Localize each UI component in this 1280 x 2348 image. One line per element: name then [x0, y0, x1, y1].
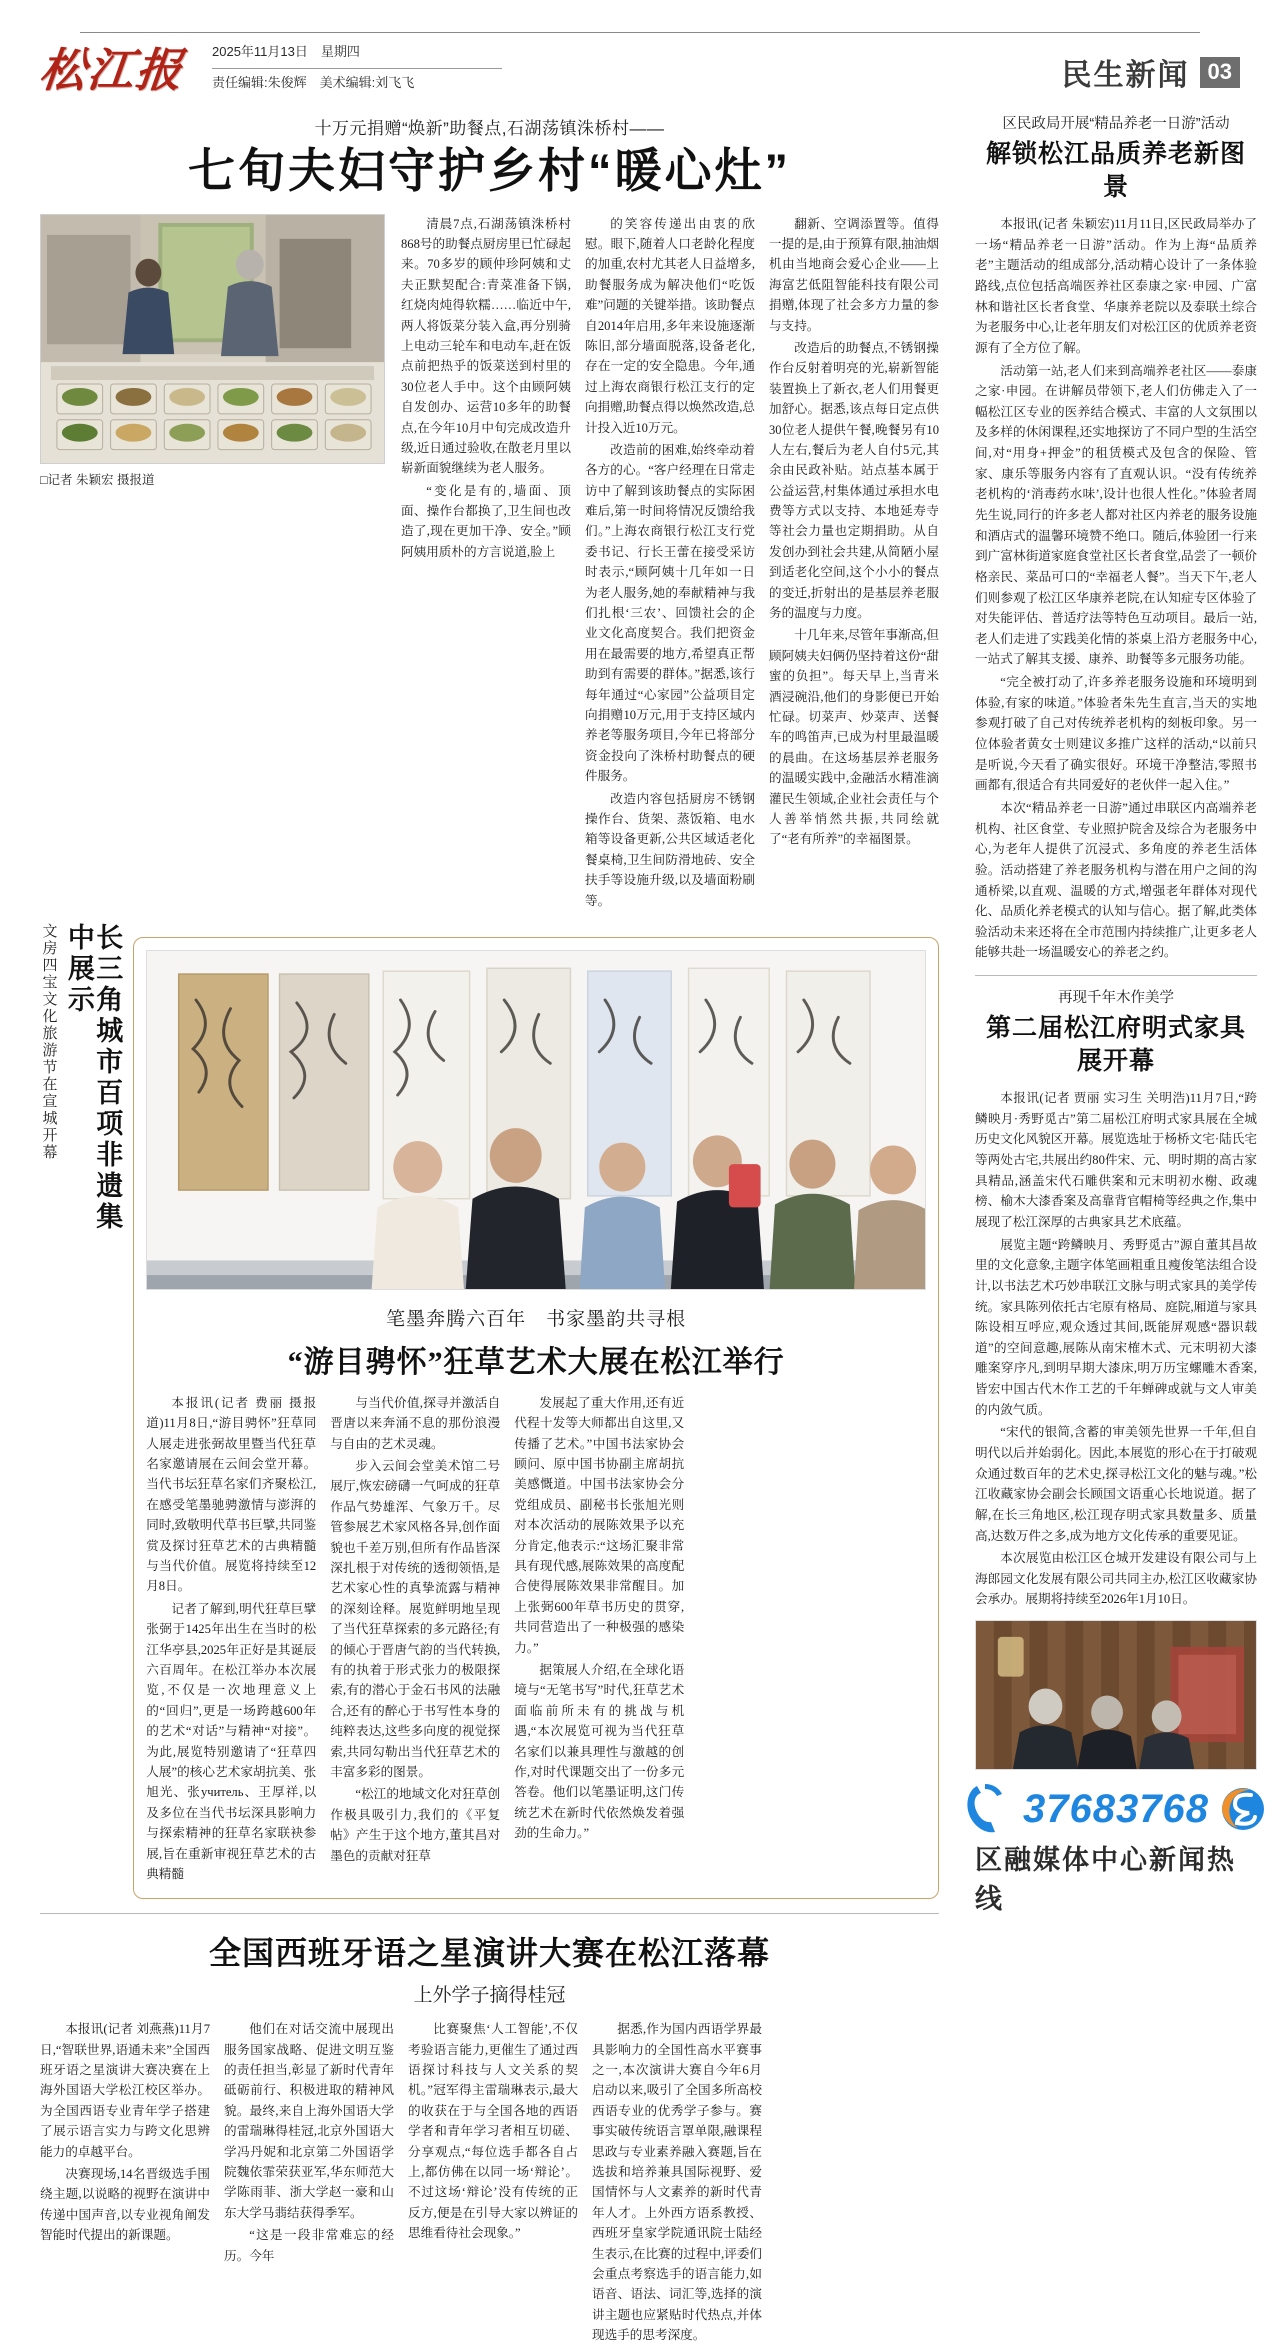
paragraph: 记者了解到,明代狂草巨擘张弼于1425年出生在当时的松江华亭县,2025年正好是其诞辰六百周年。在松江举办本次展览,不仅是一次地理意义上的“回归”,更是一场跨越600年的艺术“对话”与精神“对接”。为此,展览特别邀请了“狂草四人展”的核心艺术家胡抗美、张旭光、张учитель、王厚祥,以及多位在当代书坛深具影响力与探索精神的狂草名家联袂参展,旨在重新审视狂草艺术的古典精髓 — [146, 1601, 317, 1881]
right-article-2-headline: 第二届松江府明式家具展开幕 — [985, 1015, 1246, 1075]
bottom-column-1 — [40, 2019, 210, 2347]
feature-headline: “游目骋怀”狂草艺术大展在松江举行 — [287, 1345, 785, 1379]
lead-photo-credit: □记者 朱颖宏 摄报道 — [40, 472, 155, 487]
paragraph: 发展起了重大作用,还有近代程十发等大师都出自这里,又传播了艺术。”中国书法家协会顾问、原中国书协副主席胡抗美感慨道。中国书法家协会分党组成员、副秘书长张旭光则对本次活动的展陈效果予以充分肯定,他表示:“这场汇聚非常具有现代感,展陈效果的高度配合使得展陈效果非常醒目。加上张弼600年草书历史的贯穿,共同营造出了一种极强的感染力。” — [514, 1395, 685, 1655]
paragraph: 的笑容传递出由衷的欣慰。眼下,随着人口老龄化程度的加重,农村尤其老人日益增多,助餐服务成为解决他们“吃饭难”问题的关键举措。该助餐点自2014年启用,多年来设施逐渐陈旧,部分墙面脱落,设备老化,存在一定的安全隐患。今年,通过上海农商银行松江支行的定向捐赠,助餐点得以焕然改造,总计投入近10万元。 — [585, 216, 756, 435]
lead-column-3 — [769, 214, 939, 913]
phone-icon — [963, 1782, 1015, 1836]
hotline-number[interactable]: 37683768 — [1023, 1786, 1209, 1831]
paragraph: “松江的地域文化对狂草创作极具吸引力,我们的《平复帖》产生于这个地方,董其昌对墨色的贡献对狂草 — [330, 1787, 501, 1863]
masthead-meta — [212, 42, 502, 94]
feature-text-columns — [146, 1393, 926, 1886]
lead-article — [40, 114, 939, 913]
feature-column-3 — [514, 1393, 684, 1886]
brand-logo-icon — [1217, 1785, 1269, 1833]
paragraph: “完全被打动了,许多养老服务设施和环境明到体验,有家的味道。”体验者朱先生直言,当天的实地参观打破了自己对传统养老机构的刻板印象。另一位体验者黄女士则建议多推广这样的活动,“以前只是听说,今天看了确实很好。环境干净整洁,零照书画都有,很适合有共同爱好的老伙伴一起入住。” — [975, 675, 1257, 793]
paragraph: 展览主题“跨鳞映月、秀野觅古”源自董其昌故里的文化意象,主题字体笔画粗重且瘦俊笔法组合设计,以书法艺术巧妙串联江文脉与明式家具的美学传统。家具陈列依托古宅原有格局、庭院,厢道与家具陈设相互呼应,观众透过其间,既能屏观感“器识载道”的空间意趣,展陈从南宋榷木式、元末明初大漆雕案穿序凡,到明早期大漆床,明万历宝螺雕木香案,皆宏中国古代木作工艺的千年蝉碑或就与文人审美的内敛气质。 — [975, 1237, 1257, 1417]
hotline-label: 区融媒体中心新闻热线 — [975, 1845, 1236, 1915]
paragraph: 比赛聚焦‘人工智能’,不仅考验语言能力,更催生了通过西语探讨科技与人文关系的契机。”冠军得主雷瑞琳表示,最大的收获在于与全国各地的西语学者和青年学习者相互切磋、分享观点,“每位选手都各自占上,都仿佛在以同一场‘辩论’。不过这场‘辩论’没有传统的正反方,便是在引导大家以辨证的思维看待社会现象。” — [408, 2022, 578, 2241]
bottom-article — [40, 1928, 939, 2347]
furniture-photo-illustration — [976, 1621, 1256, 1770]
paragraph: 他们在对话交流中展现出服务国家战略、促进文明互鉴的责任担当,彰显了新时代青年砥砺前行、积极进取的精神风貌。最终,来自上海外国语大学的雷瑞琳得桂冠,北京外国语大学冯丹妮和北京第二外国语学院魏依霏荣获亚军,华东师范大学陈雨菲、浙大学赵一豪和山东大学马翡结获得季军。 — [224, 2022, 394, 2220]
lead-photo-column — [40, 214, 385, 913]
vertical-kicker: 文房四宝文化旅游节在宣城开幕 — [40, 922, 58, 1161]
feature-column-1 — [146, 1393, 316, 1886]
feature-column-2 — [330, 1393, 500, 1886]
paragraph: 翻新、空调添置等。值得一提的是,由于预算有限,抽油烟机由当地商会爱心企业——上海富艺低阻智能科技有限公司捐赠,体现了社会多方力量的参与支持。 — [769, 216, 940, 333]
right-article-1-headline: 解锁松江品质养老新图景 — [985, 141, 1246, 201]
right-article-1-kicker: 区民政局开展“精品养老一日游”活动 — [1002, 116, 1230, 132]
kitchen-photo-illustration — [41, 215, 384, 464]
bottom-column-2 — [224, 2019, 394, 2347]
hotline-ad — [975, 1782, 1257, 1916]
paragraph: 活动第一站,老人们来到高端养老社区——泰康之家·申园。在讲解员带领下,老人们仿佛走入了一幅松江区专业的医养结合模式、丰富的人文氛围以及多样的休闲课程,还实地探访了不同户型的生活空间,对“用身+押金”的租赁模式及包含的保险、管家、康乐等服务内容有了直观认识。“没有传统养老机构的‘消毒药水味’,设计也很人性化。”体验者周先生说,同行的许多老人都对社区内养老的服务设施和酒店式的温馨环境赞不绝口。随后,体验团一行来到广富林街道家庭食堂社区长者食堂,品尝了一顿价格亲民、菜品可口的“幸福老人餐”。当天下午,老人们则参观了松江区华康养老院,在认知症专区体验了对失能评估、普适疗法等特色互动项目。最后一站,老人们走进了实践美化情的茶桌上沿方老服务中心,一站式了解其支援、康养、助餐等多元服务功能。 — [975, 363, 1257, 667]
masthead-meta-divider — [212, 68, 502, 69]
newspaper-logo: 松江报 — [36, 45, 187, 96]
vertical-headline: 长三角城市百项非遗集中展示 — [63, 922, 123, 1233]
bottom-column-3 — [408, 2019, 578, 2347]
paragraph: 本次“精品养老一日游”通过串联区内高端养老机构、社区食堂、专业照护院舍及综合为老服务中心,为老年人提供了沉浸式、多角度的养老生活体验。活动搭建了养老服务机构与潜在用户之间的沟通桥梁,以直观、温暖的方式,增强老年群体对现代化、品质化养老模式的认知与信心。据了解,此类体验活动未来还将在全市范围内持续推广,让更多老人能够共赴一场温暖安心的养老之约。 — [975, 800, 1257, 960]
hotline-phone-row — [963, 1782, 1269, 1836]
lead-kicker: 十万元捐赠“焕新”助餐点,石湖荡镇洙桥村—— — [314, 119, 665, 138]
right-column — [975, 114, 1257, 2348]
lead-text-columns — [401, 214, 939, 913]
paragraph: 本报讯(记者 朱颖宏)11月11日,区民政局举办了一场“精品养老一日游”活动。作为上海“品质养老”主题活动的组成部分,活动精心设计了一条体验路线,点位包括高端医养社区泰康之家·申园、广富林和谐社区长者食堂、华康养老院以及泰联土综合为老服务中心,让老年朋友们对松江区的优质养老资源有了全方位了解。 — [975, 217, 1257, 355]
paragraph: 据悉,作为国内西语学界最具影响力的全国性高水平赛事之一,本次演讲大赛自今年6月启动以来,吸引了全国多所高校西语专业的优秀学子参与。赛事实破传统语言罩单限,融课程思政与专业素养融入赛题,旨在选拔和培养兼具国际视野、爱国情怀与人文素养的新时代青年人才。上外西方语系教授、西班牙皇家学院通讯院士陆经生表示,在比赛的过程中,评委们会重点考察选手的语言能力,如语音、语法、词汇等,选择的演讲主题也应紧贴时代热点,并体现选手的思考深度。 — [592, 2022, 763, 2343]
calligraphy-exhibition-illustration — [147, 951, 925, 1290]
right-article-1 — [975, 114, 1257, 963]
paragraph: 十几年来,尽管年事渐高,但顾阿姨夫妇俩仍坚持着这份“甜蜜的负担”。每天早上,当青米酒浸碗沿,他们的身影便已开始忙碌。切菜声、炒菜声、送餐车的鸣笛声,已成为村里最温暖的晨曲。在这场基层养老服务的温暖实践中,金融活水精准滴灌民生领域,企业社会责任与个人善举悄然共振,共同绘就了“老有所养”的幸福图景。 — [769, 628, 940, 847]
paragraph: “这是一段非常难忘的经历。今年 — [224, 2228, 394, 2263]
paragraph: 步入云间会堂美术馆二号展厅,恢宏磅礴一气呵成的狂草作品气势雄浑、气象万千。尽管参展艺术家风格各异,创作面貌也千差万别,但所有作品皆深深扎根于对传统的透彻领悟,是艺术家心性的真挚流露与精神的深刻诠释。展览鲜明地呈现了当代狂草探索的多元路径;有的倾心于晋唐气韵的当代转换,有的执着于形式张力的极限探索,有的潜心于金石书风的法融合,还有的醉心于书写性本身的纯粹表达,这些多向度的视觉探索,共同勾勒出当代狂草艺术的丰富多彩的图景。 — [330, 1459, 501, 1779]
right-article-1-body — [975, 214, 1257, 963]
main-content-grid — [40, 114, 1257, 2348]
bottom-separator — [40, 1913, 939, 1914]
section-marker — [1062, 50, 1240, 94]
right-article-2-body — [975, 1088, 1257, 1610]
paragraph: 决赛现场,14名晋级选手围绕主题,以说略的视野在演讲中传递中国声音,以专业视角阐发智能时代提出的新课题。 — [40, 2167, 210, 2243]
paragraph: 本报讯(记者 费丽 摄报道)11月8日,“游目骋怀”狂草同人展走进张弼故里暨当代狂草名家邀请展在云间会堂开幕。当代书坛狂草名家们齐聚松江,在感受笔墨驰骋激情与澎湃的同时,致敬明代草书巨擘,共同鉴赏及探讨狂草艺术的古典精髓与当代价值。展览将持续至12月8日。 — [146, 1395, 317, 1594]
paragraph: 清晨7点,石湖荡镇洙桥村868号的助餐点厨房里已忙碌起来。70多岁的顾仲珍阿姨和丈夫正默契配合:青菜准备下锅,红烧肉炖得软糯……临近中午,两人将饭菜分装入盒,再分别骑上电动三轮车和电动车,赶在饭点前把热乎的饭菜送到村里的30位老人手中。这个由顾阿姨自发创办、运营10多年的助餐点,在今年10月中旬完成改造升级,近日通过验收,在散老月里以崭新面貌继续为老人服务。 — [401, 216, 572, 476]
lead-photo — [40, 214, 385, 464]
lead-column-2 — [585, 214, 755, 913]
vertical-title-group — [40, 923, 121, 1899]
lead-column-1 — [401, 214, 571, 913]
bottom-text-columns — [40, 2019, 939, 2347]
right-article-2-kicker: 再现千年木作美学 — [1058, 990, 1174, 1007]
paragraph: 改造前的困难,始终牵动着各方的心。“客户经理在日常走访中了解到该助餐点的实际困难后,第一时间将情况反馈给我们。”上海农商银行松江支行党委书记、行长王蕾在接受采访时表示,“顾阿姨十几年如一日为老人服务,她的奉献精神与我们扎根‘三农’、回馈社会的企业文化高度契合。我们把资金用在最需要的地方,希望真正帮助到有需要的群体。”据悉,该行每年通过“心家园”公益项目定向捐赠10万元,用于支持区域内养老等服务项目,今年已将部分资金投向了洙桥村助餐点的硬件服务。 — [585, 442, 755, 784]
furniture-exhibition-photo — [975, 1620, 1257, 1770]
bottom-headline: 全国西班牙语之星演讲大赛在松江落幕 — [208, 1935, 770, 1972]
left-zone — [40, 114, 939, 2348]
editors-line: 责任编辑:朱俊辉 美术编辑:刘飞飞 — [212, 75, 415, 91]
paragraph: 本次展览由松江区仓城开发建设有限公司与上海郎园文化发展有限公司共同主办,松江区收藏家协会承办。展期将持续至2026年1月10日。 — [975, 1551, 1257, 1607]
vertical-and-feature-row — [40, 923, 939, 1899]
right-article-2 — [975, 988, 1257, 1610]
feature-kicker: 笔墨奔腾六百年 书家墨韵共寻根 — [386, 1308, 687, 1330]
bottom-column-4 — [592, 2019, 762, 2347]
paragraph: “宋代的银简,含蓄的审美领先世界一千年,但自明代以后并始弱化。因此,本展览的形心在于打破观众通过数百年的艺术史,探寻松江文化的魅与魂。”松江收藏家协会副会长顾国文语重心长地说道。据了解,在长三角地区,松江现存明式家具数量多、质量高,达数万件之多,成为地方文化传承的重要见证。 — [975, 1425, 1257, 1543]
feature-photo — [146, 950, 926, 1290]
paragraph: 本报讯(记者 刘燕燕)11月7日,“智联世界,语通未来”全国西班牙语之星演讲大赛决赛在上海外国语大学松江校区举办。为全国西语专业青年学子搭建了展示语言实力与跨文化思辨能力的卓越平台。 — [40, 2022, 210, 2159]
masthead — [36, 0, 1240, 100]
feature-article-box — [133, 937, 939, 1899]
paragraph: “变化是有的,墙面、顶面、操作台都换了,卫生间也改造了,现在更加干净、安全。”顾阿姨用质朴的方言说道,脸上 — [401, 483, 571, 559]
paragraph: 改造内容包括厨房不锈钢操作台、货架、蒸饭箱、电水箱等设备更新,公共区域适老化餐桌椅,卫生间防滑地砖、安全扶手等设施升级,以及墙面粉刷等。 — [585, 791, 755, 908]
paragraph: 改造后的助餐点,不锈钢操作台反射着明亮的光,崭新智能装置换上了新衣,老人们用餐更加舒心。据悉,该点每日定点供30位老人提供午餐,晚餐另有10人左右,餐后为老人自付5元,其余由民政补贴。站点基本属于公益运营,村集体通过承担水电费等方式以支持、本地延寿寺等社会力量也定期捐助。从自发创办到社会共建,从简陋小屋到适老化空间,这个小小的餐点的变迁,折射出的是基层养老服务的温度与力度。 — [769, 340, 939, 621]
lead-headline: 七旬夫妇守护乡村“暖心灶” — [188, 144, 791, 197]
paragraph: 与当代价值,探寻并激活自晋唐以来奔涌不息的那份浪漫与自由的艺术灵魂。 — [330, 1395, 501, 1451]
bottom-subhead: 上外学子摘得桂冠 — [413, 1985, 566, 2007]
right-column-rule — [975, 975, 1257, 976]
paragraph: 本报讯(记者 贾丽 实习生 关明浩)11月7日,“跨鳞映月·秀野觅古”第二届松江府明式家具展在全城历史文化风貌区开幕。展览选址于杨桥文宅·陆氏宅等两处古宅,共展出约80件宋、元、明时期的高古家具精品,涵盖宋代石雕供案和元末明初水榭、政魂榜、榆木大漆香案及高靠背官帽椅等经典之作,集中展现了松江深厚的古典家具艺术底蕴。 — [975, 1091, 1257, 1229]
page-number-badge: 03 — [1200, 57, 1240, 88]
paragraph: 据策展人介绍,在全球化语境与“无笔书写”时代,狂草艺术面临前所未有的挑战与机遇,“本次展览可视为当代狂草名家们以兼具理性与激越的创作,对时代课题交出了一份多元答卷。他们以笔墨证明,这门传统艺术在新时代依然焕发着强劲的生命力。” — [514, 1662, 685, 1841]
publication-date: 2025年11月13日 星期四 — [212, 44, 360, 60]
section-title: 民生新闻 — [1061, 59, 1190, 92]
